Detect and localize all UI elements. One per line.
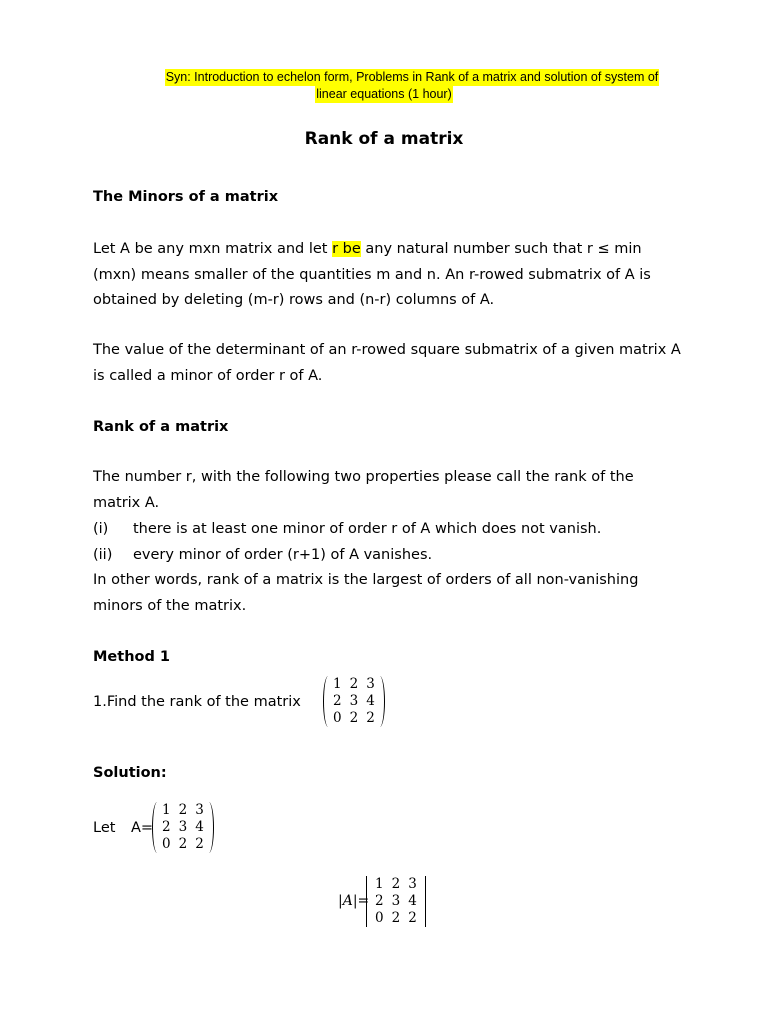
- matrix-row: [371, 893, 421, 910]
- method-heading: Method 1: [93, 649, 170, 665]
- matrix-cell: 1: [333, 676, 342, 692]
- matrix-cell: 3: [366, 676, 375, 692]
- matrix-cell: 3: [349, 693, 359, 709]
- syllabus-line-1: Syn: Introduction to echelon form, Problems in Rank of a matrix and solution of system of: [165, 70, 659, 84]
- minors-paragraph-2: The value of the determinant of an r-rowed square submatrix of a given matrix A is called a minor of order r of A.: [93, 342, 681, 384]
- list-number: (i): [93, 521, 109, 537]
- matrix-row: [371, 876, 421, 893]
- matrix-cell: 4: [408, 893, 417, 909]
- determinant-label: |A|=: [338, 893, 370, 909]
- matrix-row: [329, 676, 379, 693]
- matrix-cell: 3: [195, 802, 204, 818]
- matrix-cell: 2: [178, 836, 188, 852]
- rank-list-item-ii: [93, 543, 683, 569]
- page-title: Rank of a matrix: [304, 129, 464, 149]
- matrix-table: [329, 676, 379, 727]
- rank-paragraph-2: In other words, rank of a matrix is the largest of orders of all non-vanishing minors of the matrix.: [93, 572, 639, 614]
- determinant-matrix: [365, 876, 427, 931]
- matrix-a-label: A=: [131, 820, 154, 836]
- matrix-a: [152, 802, 214, 857]
- list-text: there is at least one minor of order r of A which does not vanish.: [133, 521, 602, 537]
- matrix-cell: 2: [408, 910, 417, 926]
- minors-p1-end: any natural number such that r ≤ min (mxn) means smaller of the quantities m and n. An r-rowed submatrix of A is obtained by deleting (m-r) rows and (n-r) columns of A.: [93, 241, 651, 309]
- matrix-cell: 2: [178, 802, 188, 818]
- rank-paragraph-1: The number r, with the following two properties please call the rank of the matrix A.: [93, 469, 634, 511]
- matrix-row: [329, 693, 379, 710]
- matrix-cell: 2: [349, 676, 359, 692]
- matrix-cell: 1: [162, 802, 171, 818]
- right-bar: [425, 876, 426, 927]
- matrix-cell: 2: [349, 710, 359, 726]
- left-paren: [152, 802, 159, 853]
- left-paren: [323, 676, 330, 727]
- minors-p1-start: Let A be any mxn matrix and let: [93, 241, 333, 257]
- matrix-cell: 1: [375, 876, 384, 892]
- matrix-cell: 0: [375, 910, 384, 926]
- syllabus-line-2: linear equations (1 hour): [316, 87, 452, 101]
- matrix-cell: 3: [408, 876, 417, 892]
- matrix-row: [158, 819, 208, 836]
- right-paren: [378, 676, 385, 727]
- list-text: every minor of order (r+1) of A vanishes.: [133, 547, 433, 563]
- matrix-cell: 4: [195, 819, 204, 835]
- matrix-cell: 2: [391, 910, 401, 926]
- minors-heading: The Minors of a matrix: [93, 189, 279, 205]
- list-number: (ii): [93, 547, 113, 563]
- matrix-row: [371, 910, 421, 927]
- rank-list-item-i: [93, 517, 683, 543]
- left-bar: [366, 876, 367, 927]
- highlighted-text: r be: [332, 241, 361, 257]
- matrix-cell: 2: [366, 710, 375, 726]
- matrix-cell: 2: [195, 836, 204, 852]
- minors-paragraph-1: [93, 237, 683, 314]
- matrix-cell: 4: [366, 693, 375, 709]
- matrix-row: [329, 710, 379, 727]
- matrix-cell: 3: [391, 893, 401, 909]
- matrix-cell: 0: [162, 836, 171, 852]
- question-matrix: [323, 676, 385, 731]
- rank-heading: Rank of a matrix: [93, 419, 229, 435]
- solution-heading: Solution:: [93, 765, 167, 781]
- matrix-table: [371, 876, 421, 927]
- matrix-table: [158, 802, 208, 853]
- matrix-cell: 2: [333, 693, 342, 709]
- matrix-cell: 0: [333, 710, 342, 726]
- matrix-cell: 2: [391, 876, 401, 892]
- question-text: 1.Find the rank of the matrix: [93, 694, 301, 710]
- right-paren: [207, 802, 214, 853]
- matrix-cell: 3: [178, 819, 188, 835]
- matrix-row: [158, 802, 208, 819]
- matrix-row: [158, 836, 208, 853]
- let-label: Let: [93, 820, 116, 836]
- matrix-cell: 2: [162, 819, 171, 835]
- matrix-cell: 2: [375, 893, 384, 909]
- syllabus-note: [0, 69, 768, 103]
